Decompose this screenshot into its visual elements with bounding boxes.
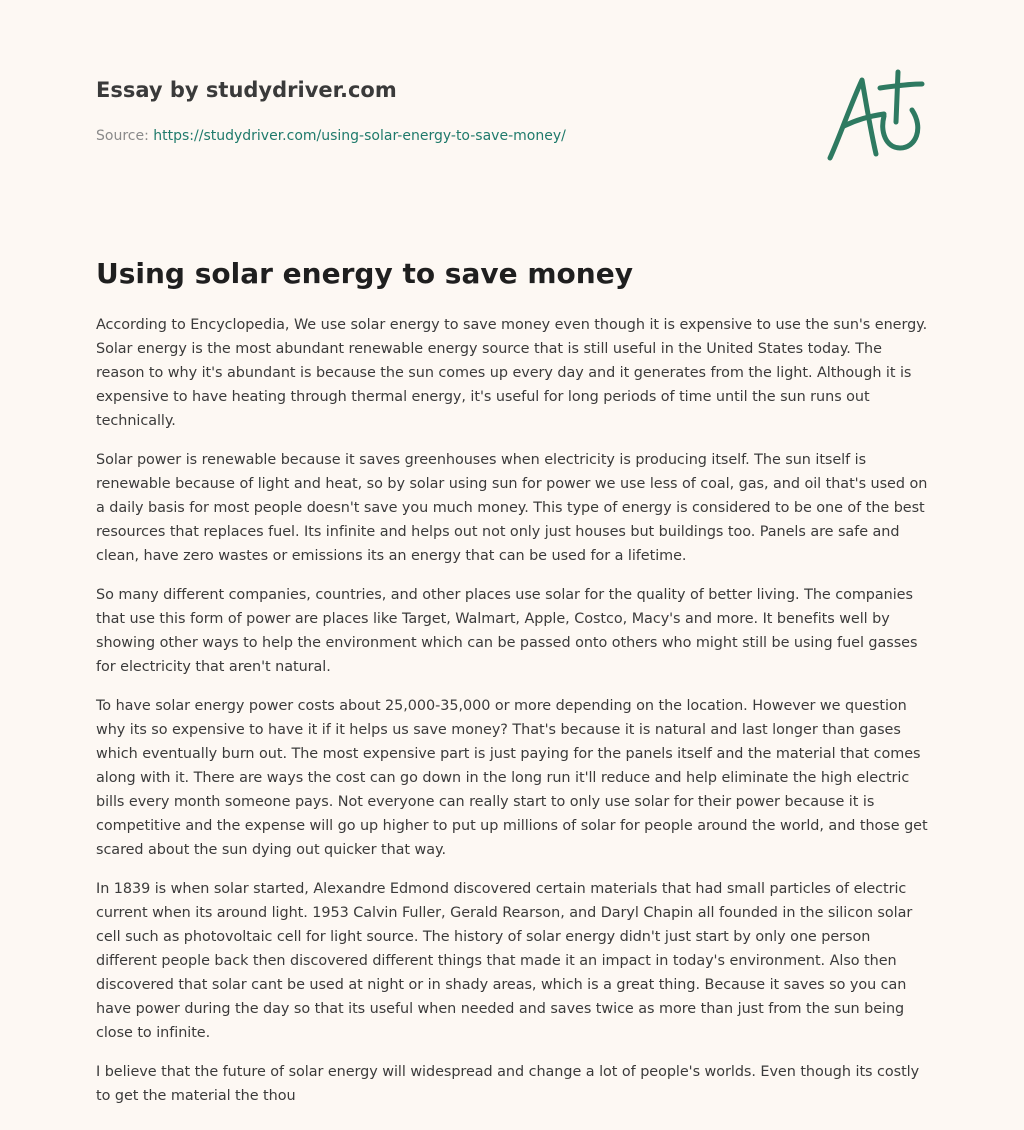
essay-body [96, 313, 932, 1123]
essay-paragraph: According to Encyclopedia, We use solar energy to save money even though it is expensive to use the sun's energy. Solar energy is the most abundant renewable energy source that is still useful in the United States today. The reason to why it's abundant is because the sun comes up every day and it generates from the light. Although it is expensive to have heating through thermal energy, it's useful for long periods of time until the sun runs out technically. [96, 317, 928, 429]
plus-horizontal-stroke [880, 84, 922, 88]
essay-paragraph: In 1839 is when solar started, Alexandre Edmond discovered certain materials that had small particles of electric current when its around light. 1953 Calvin Fuller, Gerald Rearson, and Daryl Chapin all founded in the silicon solar cell such as photovoltaic cell for light source. The history of solar energy didn't just start by only one person different people back then discovered different things that made it an impact in today's environment. Also then discovered that solar cant be used at night or in shady areas, which is a great thing. Because it saves so you can have power during the day so that its useful when needed and saves twice as more than just from the sun being close to infinite. [96, 881, 913, 1041]
essay-paragraph: So many different companies, countries, and other places use solar for the quality of better living. The companies that use this form of power are places like Target, Walmart, Apple, Costco, Macy's and more. It benefits well by showing other ways to help the environment which can be passed onto others who might still be using fuel gasses for electricity that aren't natural. [96, 587, 918, 675]
a-plus-grade-icon [820, 66, 932, 166]
source-link[interactable]: https://studydriver.com/using-solar-energy-to-save-money/ [153, 128, 566, 144]
plus-vertical-stroke [896, 72, 898, 122]
a-crossbar-stroke [844, 114, 884, 126]
essay-paragraph: I believe that the future of solar energy will widespread and change a lot of people's worlds. Even though its costly to get the material the thou [96, 1064, 920, 1104]
essay-paragraph: To have solar energy power costs about 25,000-35,000 or more depending on the location. However we question why its so expensive to have it if it helps us save money? That's because it is natural and last longer than gases which eventually burn out. The most expensive part is just paying for the panels itself and the material that comes along with it. There are ways the cost can go down in the long run it'll reduce and help eliminate the high electric bills every month someone pays. Not everyone can really start to only use solar for their power because it is competitive and the expense will go up higher to put up millions of solar for people around the world, and those get scared about the sun dying out quicker that way. [96, 698, 928, 858]
essay-paragraph: Solar power is renewable because it saves greenhouses when electricity is producing itself. The sun itself is renewable because of light and heat, so by solar using sun for power we use less of coal, gas, and oil that's used on a daily basis for most people doesn't save you much money. This type of energy is considered to be one of the best resources that replaces fuel. Its infinite and helps out not only just houses but buildings too. Panels are safe and clean, have zero wastes or emissions its an energy that can be used for a lifetime. [96, 452, 928, 564]
source-line [96, 126, 796, 146]
circle-hook-stroke [883, 110, 918, 148]
essay-title: Using solar energy to save money [96, 257, 633, 290]
source-label: Source: [96, 128, 154, 144]
essay-header [96, 76, 796, 146]
brand-title: Essay by studydriver.com [96, 78, 397, 102]
